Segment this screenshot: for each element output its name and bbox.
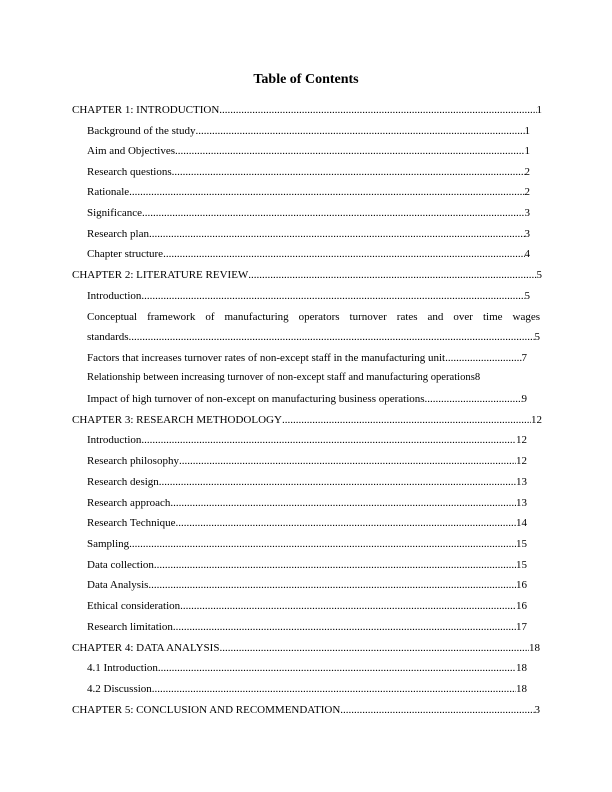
toc-leader — [340, 703, 534, 717]
toc-entry[interactable] — [87, 599, 527, 613]
toc-entry-page: 18 — [516, 662, 527, 674]
toc-entry-page: 18 — [516, 683, 527, 695]
toc-leader — [179, 454, 516, 468]
toc-entry-page: 5 — [524, 290, 530, 302]
toc-entry-page: 2 — [524, 186, 530, 198]
toc-entry-label: Factors that increases turnover rates of non-except staff in the manufacturing unit — [87, 352, 446, 364]
toc-leader — [248, 268, 536, 282]
toc-entry-label: standards — [87, 331, 129, 343]
toc-entry-page: 1 — [524, 145, 530, 157]
toc-entry[interactable] — [87, 496, 527, 510]
toc-entry-page: 12 — [516, 455, 527, 467]
toc-entry[interactable] — [87, 433, 527, 447]
toc-entry[interactable] — [87, 330, 540, 344]
toc-entry-label: Background of the study — [87, 125, 196, 137]
toc-entry[interactable] — [87, 206, 530, 220]
toc-leader — [445, 351, 521, 365]
toc-entry[interactable] — [87, 371, 537, 385]
toc-entry[interactable] — [87, 247, 530, 261]
toc-entry[interactable] — [87, 351, 527, 365]
toc-entry-page: 3 — [524, 228, 530, 240]
toc-entry-chapter-5[interactable] — [72, 703, 540, 717]
toc-entry[interactable] — [87, 682, 527, 696]
toc-entry-page: 3 — [524, 207, 530, 219]
toc-entry-label: CHAPTER 5: CONCLUSION AND RECOMMENDATION — [72, 704, 341, 716]
toc-leader — [141, 289, 524, 303]
toc-leader — [172, 165, 525, 179]
toc-entry-label: Data Analysis — [87, 579, 149, 591]
toc-entry-label: Research approach — [87, 497, 171, 509]
toc-entry-label: Research plan — [87, 228, 149, 240]
toc-entry[interactable] — [87, 516, 527, 530]
toc-entry-label: Sampling — [87, 538, 130, 550]
toc-entry-page: 16 — [516, 600, 527, 612]
toc-entry-label: 4.1 Introduction — [87, 662, 158, 674]
toc-entry-label: Relationship between increasing turnover of non-except staff and manufacturing operations — [87, 372, 475, 383]
toc-leader — [152, 682, 516, 696]
toc-entry-page: 9 — [521, 393, 527, 405]
toc-leader — [195, 124, 524, 138]
toc-entry-label: CHAPTER 3: RESEARCH METHODOLOGY — [72, 414, 282, 426]
toc-leader — [425, 392, 522, 406]
toc-entry-label: Chapter structure — [87, 248, 164, 260]
toc-entry-page: 1 — [536, 104, 542, 116]
toc-leader — [142, 206, 525, 220]
toc-entry-page: 18 — [529, 642, 540, 654]
toc-entry-page: 5 — [534, 331, 540, 343]
toc-entry-page: 15 — [516, 559, 527, 571]
toc-entry-page: 4 — [524, 248, 530, 260]
toc-entry-chapter-3[interactable] — [72, 413, 542, 427]
toc-leader — [159, 475, 516, 489]
toc-entry[interactable] — [87, 289, 530, 303]
toc-entry[interactable] — [87, 392, 527, 406]
toc-entry[interactable] — [87, 454, 527, 468]
toc-leader — [175, 144, 525, 158]
toc-entry-label: Research questions — [87, 166, 172, 178]
toc-entry-label: 4.2 Discussion — [87, 683, 152, 695]
toc-entry-label: Introduction — [87, 434, 142, 446]
toc-leader — [148, 578, 516, 592]
toc-leader — [173, 620, 516, 634]
toc-entry-label: Research limitation — [87, 621, 173, 633]
toc-leader — [149, 227, 525, 241]
toc-leader — [219, 641, 529, 655]
toc-leader — [158, 661, 516, 675]
toc-entry-page: 17 — [516, 621, 527, 633]
toc-leader — [170, 496, 516, 510]
toc-leader — [154, 558, 516, 572]
toc-entry[interactable] — [87, 620, 527, 634]
toc-title: Table of Contents — [253, 72, 359, 87]
toc-entry[interactable] — [87, 165, 530, 179]
toc-entry-label: CHAPTER 2: LITERATURE REVIEW — [72, 269, 249, 281]
toc-entry-label-line1[interactable]: Conceptual framework of manufacturing operators turnover rates and over time wages — [87, 311, 540, 323]
toc-entry-label: Research design — [87, 476, 159, 488]
toc-entry[interactable] — [87, 475, 527, 489]
toc-entry[interactable] — [87, 537, 527, 551]
toc-entry-label: Research philosophy — [87, 455, 179, 467]
toc-entry[interactable] — [87, 124, 530, 138]
toc-entry[interactable] — [87, 558, 527, 572]
toc-entry-label: Data collection — [87, 559, 154, 571]
toc-entry-label: Rationale — [87, 186, 130, 198]
toc-entry-page: 12 — [531, 414, 542, 426]
toc-entry[interactable] — [87, 185, 530, 199]
toc-entry-page: 13 — [516, 476, 527, 488]
toc-entry-page: 13 — [516, 497, 527, 509]
toc-entry-label: CHAPTER 4: DATA ANALYSIS — [72, 642, 220, 654]
toc-entry[interactable] — [87, 144, 530, 158]
toc-entry[interactable] — [87, 227, 530, 241]
toc-entry-page: 14 — [516, 517, 527, 529]
toc-entry-label: Introduction — [87, 290, 142, 302]
toc-entry-page: 16 — [516, 579, 527, 591]
toc-entry-label: CHAPTER 1: INTRODUCTION — [72, 104, 220, 116]
toc-entry-label: Impact of high turnover of non-except on manufacturing business operations — [87, 393, 425, 405]
toc-leader — [141, 433, 516, 447]
toc-leader — [282, 413, 531, 427]
toc-entry-page: 2 — [524, 166, 530, 178]
toc-leader — [219, 103, 536, 117]
toc-entry-page: 1 — [524, 125, 530, 137]
toc-entry-label: Significance — [87, 207, 142, 219]
toc-entry-page: 7 — [521, 352, 527, 364]
toc-entry-page: 12 — [516, 434, 527, 446]
toc-leader — [129, 537, 516, 551]
toc-entry-chapter-1[interactable] — [72, 103, 542, 117]
toc-entry-page: 5 — [536, 269, 542, 281]
toc-entry-page: 8 — [474, 372, 481, 383]
toc-entry-page: 15 — [516, 538, 527, 550]
toc-entry-chapter-4[interactable] — [72, 641, 540, 655]
toc-leader — [176, 516, 516, 530]
toc-leader — [180, 599, 516, 613]
toc-entry-chapter-2[interactable] — [72, 268, 542, 282]
toc-leader — [129, 185, 524, 199]
toc-entry-label: Ethical consideration — [87, 600, 181, 612]
toc-entry[interactable] — [87, 661, 527, 675]
toc-leader — [163, 247, 524, 261]
toc-leader — [129, 330, 535, 344]
toc-entry-page: 3 — [534, 704, 540, 716]
toc-entry-label: Research Technique — [87, 517, 176, 529]
toc-entry[interactable] — [87, 578, 527, 592]
toc-entry-label: Aim and Objectives — [87, 145, 175, 157]
